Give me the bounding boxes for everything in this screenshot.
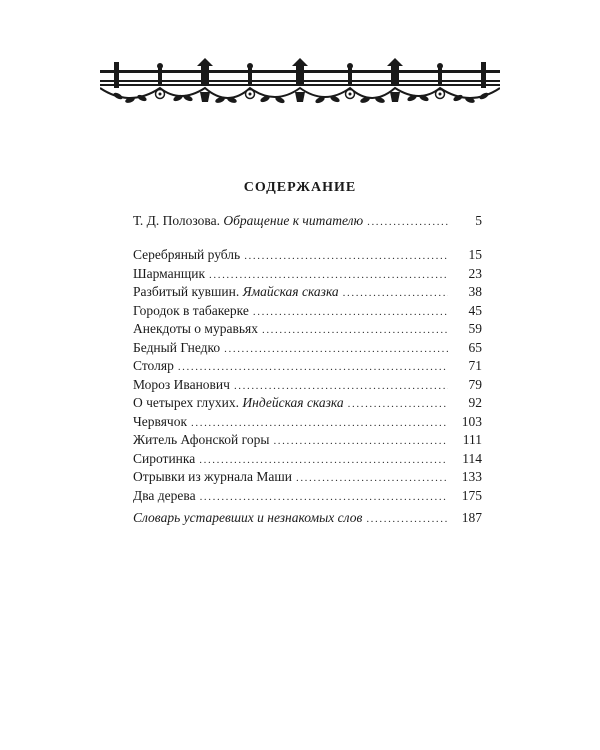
toc-entry-main-title: Мороз Иванович (133, 376, 230, 392)
toc-main-list (133, 246, 482, 505)
toc-entry[interactable] (133, 431, 482, 450)
toc-entry-subtitle: Ямайская сказка (242, 284, 339, 299)
toc-entry-main-title: Столяр (133, 358, 174, 373)
dot-leader (244, 247, 448, 266)
toc-entry-page: 65 (468, 339, 482, 355)
toc-entry[interactable] (133, 357, 482, 376)
toc-glossary-section (133, 509, 482, 528)
toc-entry-title (133, 487, 200, 506)
dot-leader (366, 510, 448, 529)
dot-leader (234, 377, 448, 396)
toc-entry-subtitle: Индейская сказка (242, 395, 344, 410)
preface-author: Т. Д. Полозова. (133, 213, 220, 228)
toc-entry-main-title: Житель Афонской горы (133, 432, 270, 447)
toc-entry-main-title: Сиротинка (133, 450, 196, 466)
toc-entry-glossary[interactable] (133, 509, 482, 528)
toc-entry-page: 103 (461, 413, 482, 429)
toc-entry[interactable] (133, 413, 482, 432)
dot-leader (224, 340, 448, 359)
toc-entry-page: 71 (468, 358, 482, 373)
toc-entry-title (133, 283, 343, 302)
toc-entry-page: 5 (475, 213, 482, 228)
dot-leader (348, 395, 448, 414)
dot-leader (178, 358, 448, 377)
toc-entry-title (133, 413, 191, 432)
toc-entry-main-title: Два дерева (133, 487, 196, 503)
dot-leader (200, 488, 448, 507)
glossary-title: Словарь устаревших и незнакомых слов (133, 510, 363, 525)
toc-entry-page: 38 (468, 284, 482, 299)
toc-preface-section (133, 212, 482, 231)
toc-entry-main-title: Червячок (133, 413, 188, 429)
toc-entry-title (133, 212, 367, 231)
toc-entry-main-title: Отрывки из журнала Маши (133, 469, 292, 484)
toc-entry[interactable] (133, 468, 482, 487)
toc-entry-main-title: Серебряный рубль (133, 247, 241, 262)
toc-entry[interactable] (133, 487, 482, 506)
toc-entry-main-title: Разбитый кувшин. (133, 284, 240, 299)
toc-entry-page: 175 (461, 487, 482, 503)
dot-leader (367, 213, 448, 232)
toc-entry-main-title: Бедный Гнедко (133, 339, 221, 355)
toc-entry-page: 45 (468, 302, 482, 318)
dot-leader (273, 432, 448, 451)
toc-entry-main-title: О четырех глухих. (133, 395, 240, 410)
contents-heading: СОДЕРЖАНИЕ (243, 180, 357, 195)
toc-entry-page: 15 (468, 247, 482, 262)
toc-entry[interactable] (133, 246, 482, 265)
toc-entry-title (133, 246, 244, 265)
dot-leader (209, 266, 448, 285)
toc-entry-page: 59 (468, 321, 482, 336)
dot-leader (253, 303, 448, 322)
toc-entry-preface[interactable] (133, 212, 482, 231)
decorative-fence-garland-ornament (100, 58, 500, 110)
toc-entry[interactable] (133, 265, 482, 284)
dot-leader (191, 414, 448, 433)
toc-entry-page: 114 (462, 450, 482, 466)
toc-entry-main-title: Анекдоты о муравьях (133, 321, 258, 336)
toc-entry-title (133, 357, 178, 376)
toc-entry[interactable] (133, 376, 482, 395)
toc-entry[interactable] (133, 320, 482, 339)
toc-entry-title (133, 339, 224, 358)
dot-leader (262, 321, 448, 340)
preface-title: Обращение к читателю (223, 213, 364, 228)
toc-entry-title (133, 431, 273, 450)
toc-entry-title (133, 394, 348, 413)
toc-entry-page: 92 (468, 395, 482, 410)
toc-entry-title (133, 320, 262, 339)
toc-entry-main-title: Городок в табакерке (133, 302, 249, 318)
dot-leader (199, 451, 448, 470)
toc-entry-title (133, 302, 253, 321)
dot-leader (343, 284, 448, 303)
toc-entry-page: 133 (461, 469, 482, 484)
toc-entry[interactable] (133, 283, 482, 302)
toc-entry-title (133, 265, 209, 284)
toc-entry-page: 23 (468, 265, 482, 281)
toc-entry[interactable] (133, 302, 482, 321)
toc-entry[interactable] (133, 450, 482, 469)
toc-entry-title (133, 376, 234, 395)
toc-entry-main-title: Шарманщик (133, 265, 206, 281)
toc-entry-page: 79 (468, 376, 482, 392)
toc-entry-page: 187 (461, 510, 482, 525)
dot-leader (296, 469, 448, 488)
toc-entry[interactable] (133, 339, 482, 358)
toc-entry-title (133, 468, 296, 487)
toc-entry[interactable] (133, 394, 482, 413)
toc-entry-page: 111 (462, 432, 482, 447)
toc-entry-title (133, 450, 199, 469)
